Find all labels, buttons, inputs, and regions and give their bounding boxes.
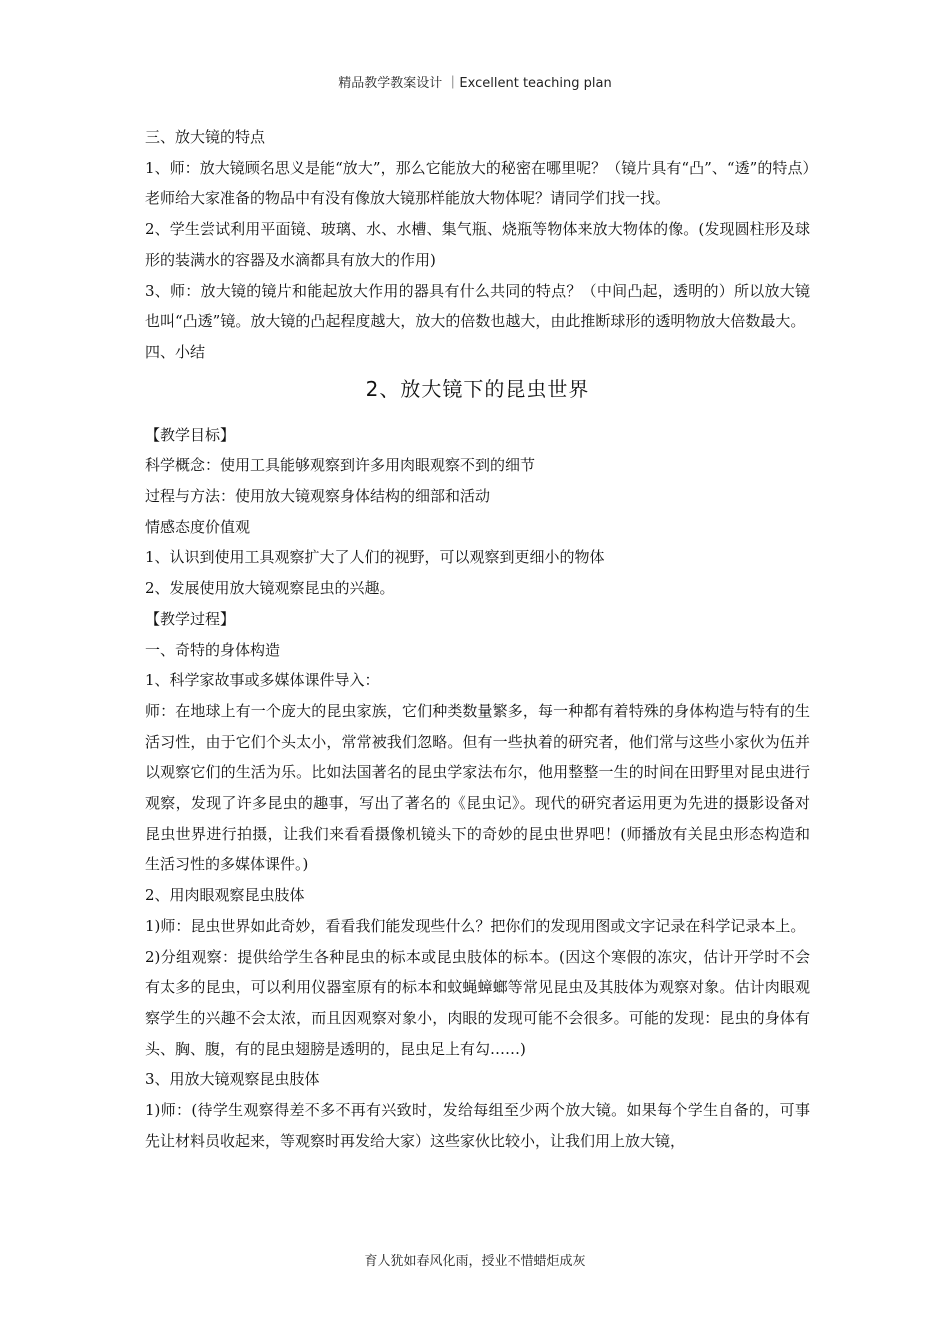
section-heading: 【教学过程】 (145, 609, 236, 628)
goal-item: 2、发展使用放大镜观察昆虫的兴趣。 (145, 579, 395, 598)
step-heading: 2、用肉眼观察昆虫肢体 (145, 886, 305, 905)
page-footer: 育人犹如春风化雨，授业不惜蜡炬成灰 (364, 1254, 586, 1269)
step-heading: 3、用放大镜观察昆虫肢体 (145, 1070, 320, 1089)
paragraph: 1)师：(待学生观察得差不多不再有兴致时，发给每组至少两个放大镜。如果每个学生自备的，可事先让材料员收起来，等观察时再发给大家）这些家伙比较小，让我们用上放大镜， (145, 1101, 810, 1150)
paragraph: 3、师：放大镜的镜片和能起放大作用的器具有什么共同的特点？（中间凸起，透明的）所以放大镜也叫“凸透”镜。放大镜的凸起程度越大，放大的倍数也越大，由此推断球形的透明物放大倍数最大。 (145, 281, 810, 331)
section-heading: 一、奇特的身体构造 (145, 640, 281, 659)
goal-item: 过程与方法：使用放大镜观察身体结构的细部和活动 (145, 487, 491, 506)
goal-item: 科学概念：使用工具能够观察到许多用肉眼观察不到的细节 (145, 456, 536, 475)
paragraph: 师：在地球上有一个庞大的昆虫家族，它们种类数量繁多，每一种都有着特殊的身体构造与特有的生活习性，由于它们个头太小，常常被我们忽略。但有一些执着的研究者，他们常与这些小家伙为伍并以观察它们的生活为乐。比如法国著名的昆虫学家法布尔，他用整整一生的时间在田野里对昆虫进行观察，发现了许多昆虫的趣事，写出了著名的《昆虫记》。现代的研究者运用更为先进的摄影设备对昆虫世界进行拍摄，让我们来看看摄像机镜头下的奇妙的昆虫世界吧！(师播放有关昆虫形态构造和生活习性的多媒体课件。) (145, 701, 810, 874)
paragraph: 2)分组观察：提供给学生各种昆虫的标本或昆虫肢体的标本。(因这个寒假的冻灾，估计开学时不会有太多的昆虫，可以利用仪器室原有的标本和蚊蝇蟑螂等常见昆虫及其肢体为观察对象。估计肉眼观察学生的兴趣不会太浓，而且因观察对象小，肉眼的发现可能不会很多。可能的发现：昆虫的身体有头、胸、腹，有的昆虫翅膀是透明的，昆虫足上有勾……) (145, 947, 810, 1058)
paragraph: 2、学生尝试利用平面镜、玻璃、水、水槽、集气瓶、烧瓶等物体来放大物体的像。(发现圆柱形及球形的装满水的容器及水滴都具有放大的作用) (145, 220, 810, 269)
page-header: 精品教学教案设计 ｜Excellent teaching plan (338, 76, 612, 91)
section-heading: 四、小结 (145, 342, 206, 361)
step-heading: 1、科学家故事或多媒体课件导入： (145, 671, 380, 690)
paragraph: 1)师：昆虫世界如此奇妙，看看我们能发现些什么？把你们的发现用图或文字记录在科学记录本上。 (145, 916, 806, 935)
section-heading: 三、放大镜的特点 (145, 128, 266, 146)
goal-item: 情感态度价值观 (145, 517, 251, 536)
section-heading: 【教学目标】 (145, 425, 236, 444)
lesson-title: 2、放大镜下的昆虫世界 (365, 376, 590, 401)
paragraph: 1、师：放大镜顾名思义是能“放大”，那么它能放大的秘密在哪里呢？（镜片具有“凸”、“透”的特点）老师给大家准备的物品中有没有像放大镜那样能放大物体呢？请同学们找一找。 (145, 158, 810, 208)
document-body (145, 122, 810, 1157)
goal-item: 1、认识到使用工具观察扩大了人们的视野，可以观察到更细小的物体 (145, 548, 605, 567)
